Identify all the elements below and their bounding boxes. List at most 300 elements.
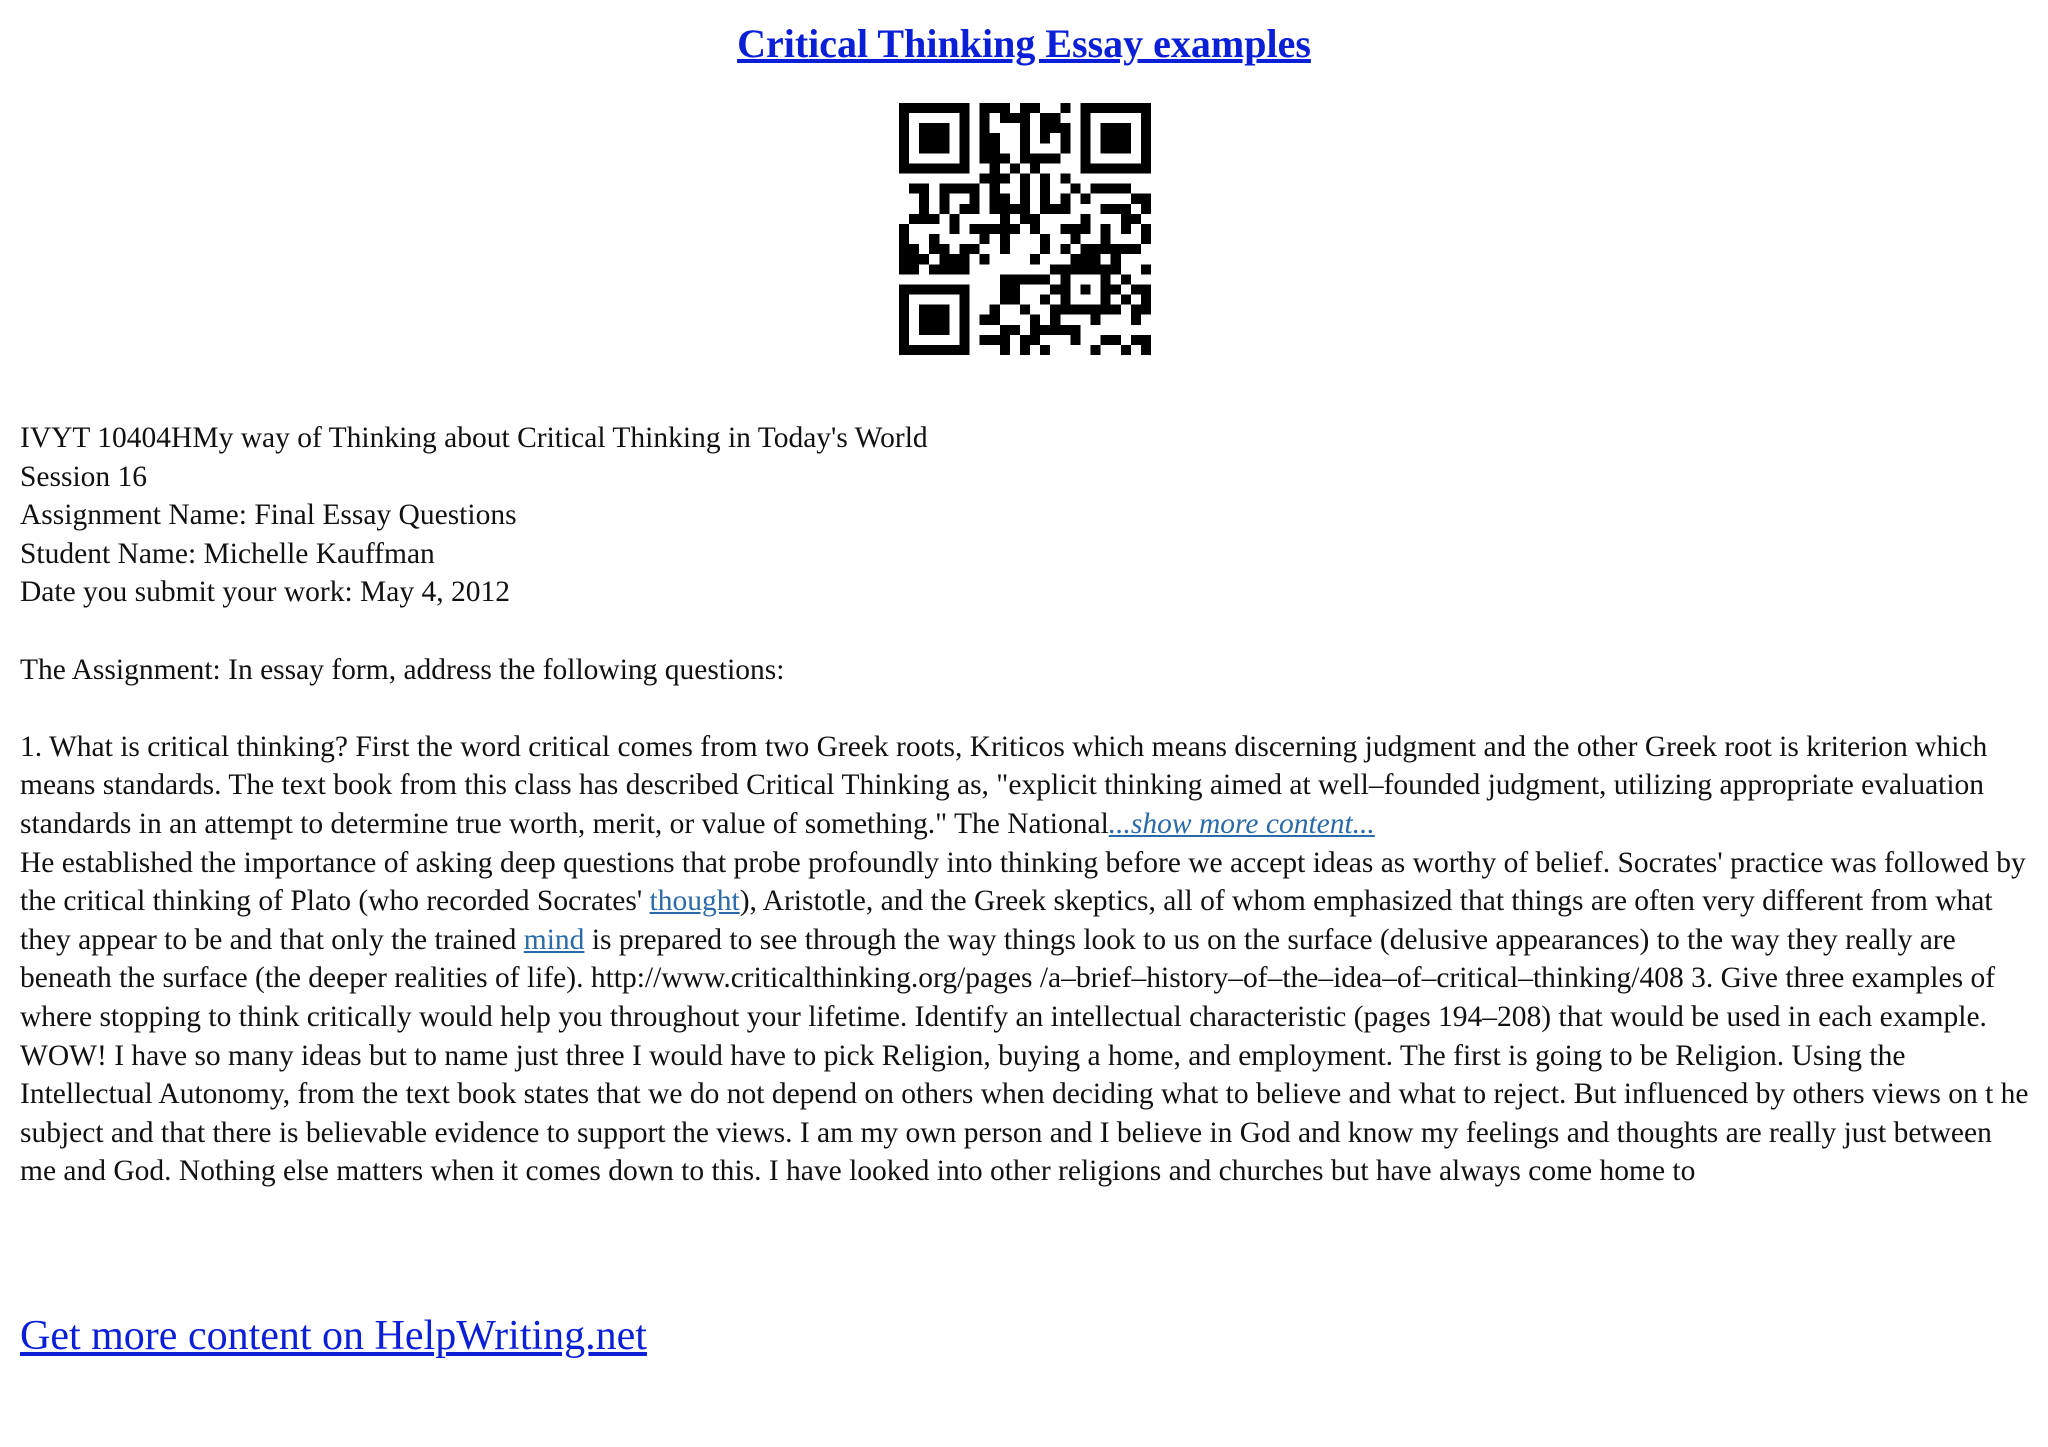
qr-module	[990, 133, 1000, 143]
show-more-link[interactable]: ...show more content...	[1108, 807, 1375, 840]
qr-module	[970, 184, 980, 194]
qr-module	[970, 194, 980, 204]
qr-module	[990, 194, 1000, 204]
qr-module	[1070, 224, 1080, 234]
qr-module	[1000, 194, 1010, 204]
qr-module	[990, 153, 1000, 163]
qr-module	[1101, 295, 1111, 305]
mind-link[interactable]: mind	[523, 923, 585, 956]
qr-module	[1060, 133, 1070, 143]
qr-module	[949, 264, 959, 274]
qr-module	[1070, 254, 1080, 264]
qr-module	[1030, 315, 1040, 325]
qr-module	[959, 133, 969, 143]
qr-module	[1020, 153, 1030, 163]
qr-module	[1040, 123, 1050, 133]
qr-module	[1131, 335, 1141, 345]
qr-module	[1141, 284, 1151, 294]
qr-module	[1040, 234, 1050, 244]
qr-module	[1020, 184, 1030, 194]
qr-module	[909, 244, 919, 254]
qr-module	[1141, 345, 1151, 355]
qr-module	[939, 123, 949, 133]
qr-module	[1000, 335, 1010, 345]
qr-module	[929, 325, 939, 335]
qr-module	[1080, 305, 1090, 315]
page-title	[0, 18, 2048, 70]
qr-module	[1050, 315, 1060, 325]
qr-module	[1101, 335, 1111, 345]
qr-module	[939, 103, 949, 113]
qr-module	[929, 214, 939, 224]
qr-module	[1101, 234, 1111, 244]
qr-module	[1000, 174, 1010, 184]
qr-module	[1060, 103, 1070, 113]
qr-module	[899, 305, 909, 315]
qr-module	[980, 224, 990, 234]
qr-module	[1010, 274, 1020, 284]
qr-module	[1111, 254, 1121, 264]
qr-module	[939, 244, 949, 254]
qr-module	[909, 264, 919, 274]
qr-module	[1141, 305, 1151, 315]
qr-module	[1050, 113, 1060, 123]
qr-module	[909, 103, 919, 113]
qr-module	[1101, 123, 1111, 133]
qr-module	[1141, 224, 1151, 234]
qr-module	[949, 103, 959, 113]
qr-module	[1060, 305, 1070, 315]
qr-module	[1141, 335, 1151, 345]
qr-module	[1141, 163, 1151, 173]
qr-module	[980, 153, 990, 163]
qr-module	[1121, 244, 1131, 254]
footer	[20, 1310, 647, 1362]
qr-module	[1101, 274, 1111, 284]
qr-module	[1060, 264, 1070, 274]
qr-module	[1070, 305, 1080, 315]
qr-module	[899, 103, 909, 113]
qr-module	[1000, 244, 1010, 254]
qr-module	[1101, 284, 1111, 294]
qr-module	[919, 194, 929, 204]
qr-module	[899, 295, 909, 305]
qr-module	[1111, 284, 1121, 294]
qr-module	[909, 284, 919, 294]
qr-module	[990, 315, 1000, 325]
qr-module	[919, 143, 929, 153]
qr-module	[929, 133, 939, 143]
qr-module	[959, 184, 969, 194]
qr-module	[899, 163, 909, 173]
qr-module	[939, 315, 949, 325]
assignment-line: The Assignment: In essay form, address the following questions:	[20, 653, 785, 686]
qr-module	[899, 264, 909, 274]
qr-module	[980, 174, 990, 184]
qr-module	[980, 113, 990, 123]
qr-module	[1010, 163, 1020, 173]
qr-module	[1091, 103, 1101, 113]
qr-module	[929, 315, 939, 325]
qr-module	[990, 174, 1000, 184]
qr-module	[1000, 153, 1010, 163]
qr-module	[949, 163, 959, 173]
qr-module	[1020, 143, 1030, 153]
qr-module	[959, 264, 969, 274]
qr-module	[1091, 163, 1101, 173]
qr-module	[1101, 133, 1111, 143]
qr-module	[929, 163, 939, 173]
qr-module	[1040, 113, 1050, 123]
qr-module	[899, 345, 909, 355]
qr-module	[1111, 335, 1121, 345]
qr-module	[929, 345, 939, 355]
get-more-content-link[interactable]: Get more content on HelpWriting.net	[20, 1313, 647, 1359]
qr-module	[1101, 103, 1111, 113]
qr-module	[1121, 103, 1131, 113]
header-line-date: Date you submit your work: May 4, 2012	[20, 576, 510, 609]
qr-module	[980, 143, 990, 153]
qr-module	[1060, 194, 1070, 204]
qr-module	[990, 224, 1000, 234]
qr-module	[1111, 133, 1121, 143]
qr-module	[1091, 184, 1101, 194]
qr-module	[1060, 244, 1070, 254]
qr-module	[939, 133, 949, 143]
qr-module	[1101, 305, 1111, 315]
qr-module	[949, 224, 959, 234]
qr-module	[1111, 143, 1121, 153]
qr-module	[990, 335, 1000, 345]
qr-module	[1000, 284, 1010, 294]
qr-module	[1131, 284, 1141, 294]
qr-module	[929, 123, 939, 133]
qr-module	[919, 325, 929, 335]
qr-module	[1000, 214, 1010, 224]
qr-module	[1040, 153, 1050, 163]
qr-module	[919, 184, 929, 194]
qr-module	[899, 153, 909, 163]
qr-module	[1020, 103, 1030, 113]
qr-module	[1070, 335, 1080, 345]
qr-module	[1000, 103, 1010, 113]
qr-module	[1040, 345, 1050, 355]
qr-module	[909, 254, 919, 264]
qr-module	[1040, 244, 1050, 254]
qr-module	[1080, 133, 1090, 143]
qr-module	[1121, 123, 1131, 133]
qr-module	[1141, 103, 1151, 113]
qr-module	[1030, 214, 1040, 224]
qr-module	[1131, 305, 1141, 315]
qr-module	[939, 254, 949, 264]
qr-module	[1111, 103, 1121, 113]
qr-module	[1040, 325, 1050, 335]
qr-module	[1010, 325, 1020, 335]
qr-module	[1060, 174, 1070, 184]
qr-module	[959, 103, 969, 113]
qr-module	[939, 305, 949, 315]
qr-module	[899, 224, 909, 234]
qr-module	[899, 113, 909, 123]
qr-module	[939, 345, 949, 355]
qr-module	[959, 305, 969, 315]
qr-module	[1141, 295, 1151, 305]
qr-module	[1121, 163, 1131, 173]
qr-module	[919, 103, 929, 113]
qr-module	[1010, 284, 1020, 294]
qr-module	[1020, 214, 1030, 224]
qr-module	[1141, 204, 1151, 214]
qr-module	[1050, 284, 1060, 294]
qr-module	[1141, 194, 1151, 204]
qr-module	[1091, 244, 1101, 254]
qr-module	[1111, 305, 1121, 315]
qr-module	[919, 214, 929, 224]
qr-module	[919, 123, 929, 133]
qr-module	[1060, 204, 1070, 214]
qr-module	[1141, 123, 1151, 133]
qr-module	[1050, 153, 1060, 163]
qr-module	[1131, 194, 1141, 204]
qr-module	[959, 143, 969, 153]
qr-module	[929, 305, 939, 315]
qr-module	[1131, 163, 1141, 173]
essay-body	[20, 728, 2030, 1191]
qr-module	[899, 284, 909, 294]
qr-module	[1030, 224, 1040, 234]
thought-link[interactable]: thought	[649, 885, 740, 918]
qr-module	[1060, 295, 1070, 305]
qr-module	[909, 214, 919, 224]
qr-module	[1101, 184, 1111, 194]
qr-module	[939, 204, 949, 214]
qr-module	[1050, 325, 1060, 335]
qr-module	[1080, 153, 1090, 163]
header-line-assignment-name: Assignment Name: Final Essay Questions	[20, 499, 517, 532]
qr-module	[1040, 274, 1050, 284]
qr-module	[1060, 274, 1070, 284]
qr-module	[1141, 153, 1151, 163]
qr-module	[1121, 224, 1131, 234]
qr-module	[1141, 143, 1151, 153]
qr-module	[1111, 163, 1121, 173]
qr-module	[949, 184, 959, 194]
qr-module	[1000, 345, 1010, 355]
qr-module	[1121, 214, 1131, 224]
qr-module	[1020, 274, 1030, 284]
qr-module	[1121, 133, 1131, 143]
qr-module	[1121, 143, 1131, 153]
qr-module	[1030, 163, 1040, 173]
qr-module	[909, 184, 919, 194]
qr-module	[919, 254, 929, 264]
qr-module	[1000, 234, 1010, 244]
body-text-part-3: ), Aristotle, and the Greek skeptics, all of whom emphasized that things are often very different from what they appear to be and that only the trained	[20, 885, 1993, 956]
qr-module	[939, 184, 949, 194]
qr-module	[1091, 264, 1101, 274]
body-text-part-1: 1. What is critical thinking? First the word critical comes from two Greek roots, Kriticos which means discerning judgment and the other Greek root is kriterion which means standards. The text book from this class has described Critical Thinking as, "explicit thinking aimed at well–founded judgment, utilizing appropriate evaluation standards in an attempt to determine true worth, merit, or value of something." The National	[20, 730, 1988, 840]
qr-module	[980, 254, 990, 264]
qr-module	[1030, 274, 1040, 284]
qr-module	[1131, 214, 1141, 224]
qr-module	[1111, 184, 1121, 194]
qr-module	[949, 214, 959, 224]
body-text-part-2: He established the importance of asking deep questions that probe profoundly into thinking before we accept ideas as worthy of belief. Socrates' practice was followed by the critical thinking of Plato (who recorded Socrates'	[20, 846, 2026, 918]
spacer	[20, 612, 2030, 651]
qr-module	[919, 305, 929, 315]
qr-module	[919, 284, 929, 294]
spacer	[20, 689, 2030, 728]
qr-module	[909, 163, 919, 173]
header-line-course: IVYT 10404HMy way of Thinking about Critical Thinking in Today's World	[20, 422, 928, 454]
qr-module	[959, 345, 969, 355]
qr-module	[1080, 113, 1090, 123]
qr-module	[1121, 204, 1131, 214]
qr-module	[939, 163, 949, 173]
qr-module	[1131, 103, 1141, 113]
qr-code-icon	[899, 103, 1151, 355]
qr-module	[1121, 274, 1131, 284]
qr-module	[1020, 174, 1030, 184]
qr-module	[1050, 123, 1060, 133]
qr-module	[980, 123, 990, 133]
header-line-student-name: Student Name: Michelle Kauffman	[20, 537, 435, 570]
qr-module	[1141, 234, 1151, 244]
qr-module	[1020, 123, 1030, 133]
qr-module	[919, 345, 929, 355]
qr-module	[990, 184, 1000, 194]
qr-module	[959, 254, 969, 264]
qr-module	[949, 254, 959, 264]
qr-module	[919, 163, 929, 173]
qr-module	[1040, 184, 1050, 194]
qr-module	[939, 143, 949, 153]
qr-module	[959, 335, 969, 345]
qr-module	[1121, 345, 1131, 355]
qr-module	[1040, 133, 1050, 143]
qr-module	[899, 325, 909, 335]
qr-module	[1000, 325, 1010, 335]
qr-module	[959, 244, 969, 254]
qr-module	[939, 284, 949, 294]
qr-module	[919, 315, 929, 325]
qr-module	[899, 254, 909, 264]
qr-module	[929, 264, 939, 274]
qr-module	[990, 103, 1000, 113]
qr-module	[1000, 224, 1010, 234]
qr-module	[1080, 143, 1090, 153]
qr-module	[1050, 305, 1060, 315]
qr-module	[1070, 325, 1080, 335]
qr-module	[899, 143, 909, 153]
qr-module	[1060, 143, 1070, 153]
qr-module	[1101, 264, 1111, 274]
qr-module	[1091, 254, 1101, 264]
qr-module	[1091, 315, 1101, 325]
qr-module	[1040, 194, 1050, 204]
qr-module	[1111, 123, 1121, 133]
qr-module	[1030, 335, 1040, 345]
qr-module	[980, 315, 990, 325]
qr-module	[1060, 224, 1070, 234]
qr-module	[959, 153, 969, 163]
qr-module	[909, 345, 919, 355]
qr-module	[990, 163, 1000, 173]
qr-module	[1080, 264, 1090, 274]
qr-module	[1141, 264, 1151, 274]
qr-module	[1010, 204, 1020, 214]
qr-module	[980, 234, 990, 244]
qr-module	[919, 204, 929, 214]
qr-module	[1080, 214, 1090, 224]
qr-module	[990, 204, 1000, 214]
header-line-session: Session 16	[20, 460, 148, 493]
qr-module	[1131, 315, 1141, 325]
qr-module	[1030, 254, 1040, 264]
qr-module	[959, 315, 969, 325]
qr-module	[1050, 204, 1060, 214]
qr-module	[1050, 264, 1060, 274]
qr-module	[899, 315, 909, 325]
qr-module	[1060, 284, 1070, 294]
qr-module	[1040, 295, 1050, 305]
qr-module	[939, 325, 949, 335]
qr-module	[1091, 305, 1101, 315]
qr-module	[1070, 234, 1080, 244]
qr-module	[929, 143, 939, 153]
qr-module	[1000, 113, 1010, 123]
qr-module	[1141, 133, 1151, 143]
title-link[interactable]: Critical Thinking Essay examples	[737, 21, 1311, 66]
qr-module	[1121, 184, 1131, 194]
qr-module	[990, 305, 1000, 315]
qr-module	[1060, 325, 1070, 335]
qr-module	[959, 123, 969, 133]
qr-module	[1101, 224, 1111, 234]
qr-module	[949, 345, 959, 355]
qr-module	[899, 234, 909, 244]
qr-module	[959, 204, 969, 214]
qr-module	[1121, 295, 1131, 305]
qr-module	[1111, 204, 1121, 214]
qr-module	[980, 133, 990, 143]
qr-module	[899, 133, 909, 143]
qr-module	[1040, 204, 1050, 214]
qr-module	[1020, 305, 1030, 315]
qr-module	[980, 103, 990, 113]
qr-module	[1111, 244, 1121, 254]
qr-module	[970, 244, 980, 254]
qr-module	[1010, 295, 1020, 305]
qr-module	[949, 284, 959, 294]
qr-module	[1020, 335, 1030, 345]
qr-module	[1020, 133, 1030, 143]
body-text-part-4: is prepared to see through the way things look to us on the surface (delusive appearances) to the way they really are beneath the surface (the deeper realities of life). http://www.criticalthinking.org/pages /a–brief–history–of–the–idea–of–critical–thinking/408 3. Give three examples of where stopping to think critically would help you throughout your lifetime. Identify an intellectual characteristic (pages 194–208) that would be used in each example. WOW! I have so many ideas but to name just three I would have to pick Religion, buying a home, and employment. The first is going to be Religion. Using the Intellectual Autonomy, from the text book states that we do not depend on others when deciding what to believe and what to reject. But influenced by others views on t he subject and that there is believable evidence to support the views. I am my own person and I believe in God and know my feelings and thoughts are really just between me and God. Nothing else matters when it comes down to this. I have looked into other religions and churches but have always come home to	[20, 923, 2029, 1188]
qr-module	[1030, 103, 1040, 113]
qr-module	[980, 335, 990, 345]
qr-module	[1131, 244, 1141, 254]
qr-module	[899, 123, 909, 133]
qr-module	[1101, 244, 1111, 254]
qr-module	[1000, 295, 1010, 305]
qr-module	[959, 295, 969, 305]
qr-module	[919, 133, 929, 143]
qr-module	[1080, 194, 1090, 204]
qr-module	[1111, 264, 1121, 274]
qr-module	[1010, 113, 1020, 123]
qr-module	[1020, 345, 1030, 355]
